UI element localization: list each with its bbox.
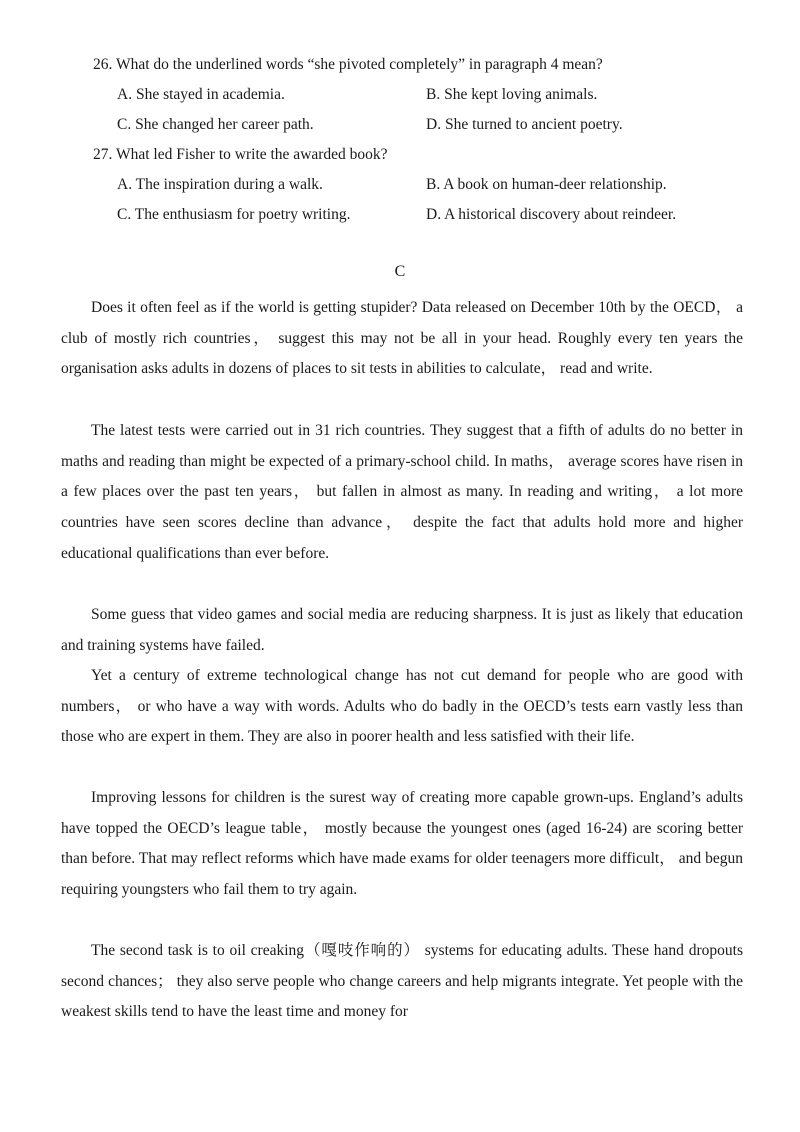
passage-paragraph-6: The second task is to oil creaking（嘎吱作响的） systems for educating adults. These hand dropouts second chances； they also serve people who change careers and help migrants integrate. Yet people with the weakest skills tend to have the least time and money for xyxy=(61,942,743,1021)
section-heading: C xyxy=(394,263,406,280)
question-27-stem: 27. What led Fisher to write the awarded book? xyxy=(93,146,388,163)
question-26-option-c: C. She changed her career path. xyxy=(117,116,314,133)
question-26-option-a: A. She stayed in academia. xyxy=(117,86,285,103)
question-27-option-d: D. A historical discovery about reindeer. xyxy=(426,206,677,223)
passage-paragraph-3: Some guess that video games and social media are reducing sharpness. It is just as likely that education and training systems have failed. xyxy=(61,606,743,654)
passage-paragraph-5: Improving lessons for children is the surest way of creating more capable grown-ups. England’s adults have topped the OECD’s league table， mostly because the youngest ones (aged 16-24) are scoring better than before. That may reflect reforms which have made exams for older teenagers more difficult， and begun requiring youngsters who fail them to try again. xyxy=(61,789,743,899)
question-27-option-c: C. The enthusiasm for poetry writing. xyxy=(117,206,351,223)
question-26-stem: 26. What do the underlined words “she pivoted completely” in paragraph 4 mean? xyxy=(93,56,603,73)
passage-paragraph-2: The latest tests were carried out in 31 rich countries. They suggest that a fifth of adults do no better in maths and reading than might be expected of a primary-school child. In maths， average scores have risen in a few places over the past ten years， but fallen in almost as many. In reading and writing， a lot more countries have seen scores decline than advance， despite the fact that adults hold more and higher educational qualifications than ever before. xyxy=(61,422,743,562)
question-26-option-b: B. She kept loving animals. xyxy=(426,86,598,103)
question-26-option-d: D. She turned to ancient poetry. xyxy=(426,116,623,133)
passage-paragraph-4: Yet a century of extreme technological change has not cut demand for people who are good with numbers， or who have a way with words. Adults who do badly in the OECD’s tests earn vastly less than those who are expert in them. They are also in poorer health and less satisfied with their life. xyxy=(61,667,743,746)
question-27-option-a: A. The inspiration during a walk. xyxy=(117,176,323,193)
passage-paragraph-1: Does it often feel as if the world is getting stupider? Data released on December 10th by the OECD， a club of mostly rich countries， suggest this may not be all in your head. Roughly every ten years the organisation asks adults in dozens of places to sit tests in abilities to calculate， read and write. xyxy=(61,299,743,378)
question-27-option-b: B. A book on human-deer relationship. xyxy=(426,176,667,193)
